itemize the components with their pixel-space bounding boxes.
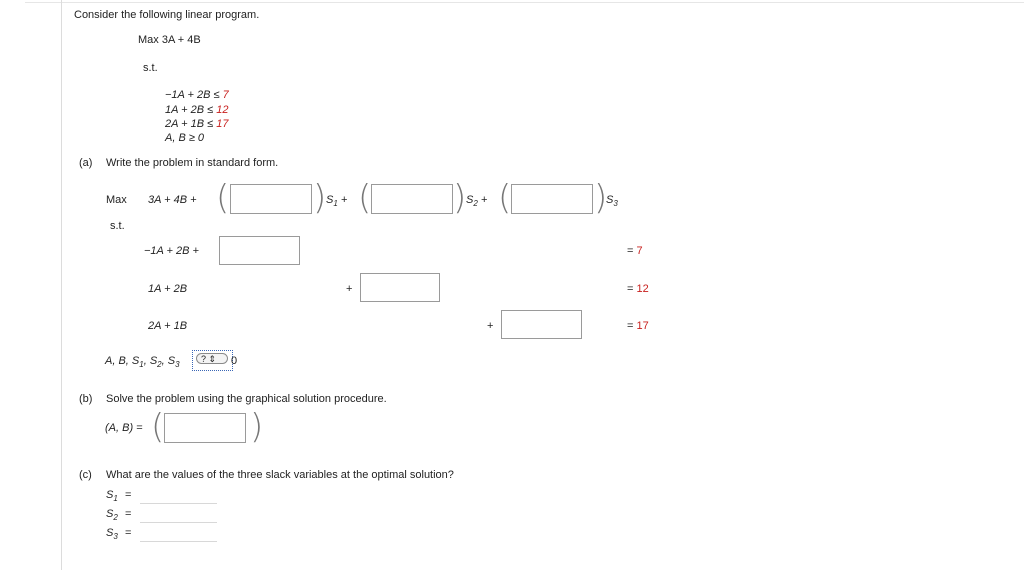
std-max-label: Max — [106, 194, 127, 206]
left-paren: ( — [151, 407, 165, 447]
left-paren: ( — [498, 178, 512, 218]
std-objective-text: 3A + 4B + — [148, 194, 197, 206]
lp-st-label: s.t. — [143, 62, 158, 74]
part-a-label: (a) — [79, 157, 93, 169]
row-2-slack-input[interactable] — [360, 273, 440, 302]
std-row-3-plus: + — [487, 320, 494, 332]
part-b-answer-label: (A, B) = — [105, 422, 143, 434]
std-row-2-lhs: 1A + 2B — [148, 283, 188, 295]
top-divider — [25, 2, 1024, 3]
s1-coefficient-input[interactable] — [230, 184, 312, 214]
slack-s1-label: $S_1$ — [106, 489, 118, 503]
nonneg-relation-select[interactable] — [192, 350, 233, 371]
part-c-label: (c) — [79, 469, 92, 481]
std-row-2-plus: + — [346, 283, 353, 295]
std-nonneg-zero: 0 — [231, 355, 238, 367]
std-row-1-rhs: = 7 — [627, 245, 643, 257]
slack-s1-input[interactable] — [140, 503, 217, 504]
s1-term: $S_1$ + — [326, 194, 348, 208]
s2-term: $S_2$ + — [466, 194, 488, 208]
s2-coefficient-input[interactable] — [371, 184, 453, 214]
left-paren: ( — [216, 178, 230, 218]
slack-s3-eq: = — [125, 527, 132, 539]
right-paren: ) — [313, 178, 327, 218]
left-margin-line — [61, 0, 62, 570]
row-3-slack-input[interactable] — [501, 310, 582, 339]
std-row-2-rhs: = 12 — [627, 283, 649, 295]
slack-s3-label: $S_3$ — [106, 527, 118, 541]
std-nonneg-vars: A, B, $S_1$, $S_2$, $S_3$ — [105, 355, 180, 369]
ab-solution-input[interactable] — [164, 413, 246, 443]
lp-constraint-1: −1A + 2B ≤ 7 — [165, 89, 229, 101]
intro-text: Consider the following linear program. — [74, 9, 260, 21]
lp-objective: Max 3A + 4B — [138, 34, 201, 46]
part-b-prompt: Solve the problem using the graphical solution procedure. — [106, 393, 387, 405]
select-value: ? ⇕ — [196, 353, 228, 364]
lp-constraint-3: 2A + 1B ≤ 17 — [165, 118, 229, 130]
s3-coefficient-input[interactable] — [511, 184, 593, 214]
part-c-prompt: What are the values of the three slack variables at the optimal solution? — [106, 469, 454, 481]
std-row-1-lhs: −1A + 2B + — [144, 245, 199, 257]
slack-s2-input[interactable] — [140, 522, 217, 523]
row-1-slack-input[interactable] — [219, 236, 300, 265]
slack-s2-label: $S_2$ — [106, 508, 118, 522]
part-a-prompt: Write the problem in standard form. — [106, 157, 279, 169]
std-row-3-lhs: 2A + 1B — [148, 320, 188, 332]
s3-term: $S_3$ — [606, 194, 618, 208]
part-b-label: (b) — [79, 393, 93, 405]
std-st-label: s.t. — [110, 220, 125, 232]
slack-s3-input[interactable] — [140, 541, 217, 542]
right-paren: ) — [453, 178, 467, 218]
lp-constraint-2: 1A + 2B ≤ 12 — [165, 104, 229, 116]
lp-nonnegativity: A, B ≥ 0 — [165, 132, 205, 144]
left-paren: ( — [358, 178, 372, 218]
right-paren: ) — [250, 407, 264, 447]
updown-arrow-icon: ⇕ — [208, 354, 217, 364]
slack-s2-eq: = — [125, 508, 132, 520]
std-row-3-rhs: = 17 — [627, 320, 649, 332]
slack-s1-eq: = — [125, 489, 132, 501]
right-paren: ) — [594, 178, 608, 218]
